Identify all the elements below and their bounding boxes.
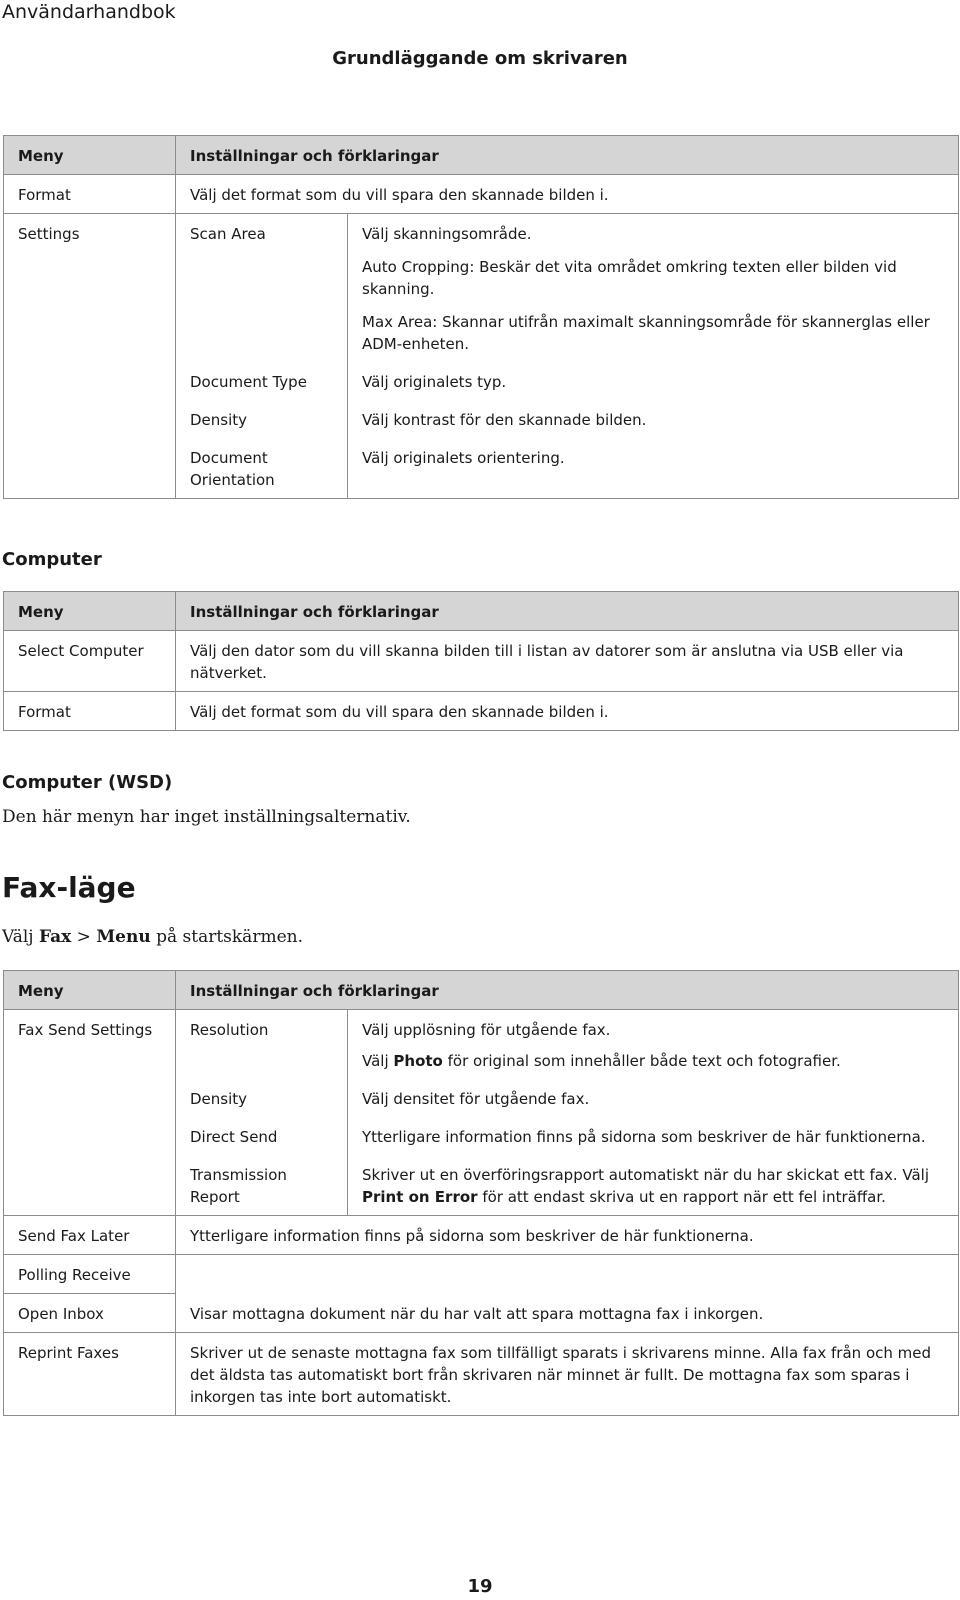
instruction-text: på startskärmen. xyxy=(150,927,303,947)
fax-menu-table xyxy=(3,970,959,1416)
section-title: Grundläggande om skrivaren xyxy=(332,48,628,69)
fax-mode-heading: Fax-läge xyxy=(2,871,136,904)
menu-cell: Settings xyxy=(4,214,176,499)
desc-text: för original som innehåller både text och fotografier. xyxy=(442,1052,841,1070)
menu-cell: Polling Receive xyxy=(4,1255,176,1294)
header-menu: Meny xyxy=(4,592,176,631)
table-row xyxy=(4,175,959,214)
fax-instruction xyxy=(2,926,303,948)
table-header-row xyxy=(4,592,959,631)
desc-line: Välj skanningsområde. xyxy=(362,225,532,243)
menu-cell: Format xyxy=(4,175,176,214)
menu-cell: Fax Send Settings xyxy=(4,1010,176,1216)
photo-option: Photo xyxy=(393,1052,443,1070)
page-number: 19 xyxy=(467,1576,493,1597)
desc-line: Auto Cropping: Beskär det vita området omkring texten eller bilden vid skanning. xyxy=(362,258,897,298)
instruction-separator: > xyxy=(71,927,97,947)
desc-cell xyxy=(348,1155,959,1216)
header-menu: Meny xyxy=(4,971,176,1010)
submenu-cell: Scan Area xyxy=(176,214,348,363)
desc-text: för att endast skriva ut en rapport när ett fel inträffar. xyxy=(477,1188,886,1206)
desc-cell xyxy=(348,214,959,363)
computer-wsd-text: Den här menyn har inget inställningsalternativ. xyxy=(2,807,411,827)
desc-cell: Välj upplösning för utgående fax. xyxy=(348,1010,959,1049)
table-row xyxy=(4,1294,959,1333)
desc-cell xyxy=(176,1255,959,1294)
table-row xyxy=(4,1216,959,1255)
desc-cell: Välj originalets orientering. xyxy=(348,438,959,499)
desc-cell: Välj det format som du vill spara den skannade bilden i. xyxy=(176,175,959,214)
desc-line: Max Area: Skannar utifrån maximalt skanningsområde för skannerglas eller ADM-enheten. xyxy=(362,313,930,353)
submenu-cell: Direct Send xyxy=(176,1117,348,1155)
submenu-cell: Document Orientation xyxy=(176,438,348,499)
submenu-cell: Document Type xyxy=(176,362,348,400)
submenu-cell: Transmission Report xyxy=(176,1155,348,1216)
desc-cell: Skriver ut de senaste mottagna fax som tillfälligt sparats i skrivarens minne. Alla fax från och med det äldsta tas automatiskt bort från skrivaren när minnet är fullt. De mottagna fax som sparas i inkorgen tas inte bort automatiskt. xyxy=(176,1333,959,1416)
submenu-cell-empty xyxy=(176,1048,348,1079)
computer-table xyxy=(3,591,959,731)
running-header: Användarhandbok xyxy=(2,1,176,23)
table-row xyxy=(4,1255,959,1294)
menu-cell: Send Fax Later xyxy=(4,1216,176,1255)
header-settings: Inställningar och förklaringar xyxy=(176,971,959,1010)
desc-text: Välj xyxy=(362,1052,394,1070)
desc-cell: Visar mottagna dokument när du har valt att spara mottagna fax i inkorgen. xyxy=(176,1294,959,1333)
header-menu: Meny xyxy=(4,136,176,175)
computer-wsd-heading: Computer (WSD) xyxy=(2,772,173,793)
menu-cell: Format xyxy=(4,692,176,731)
desc-cell: Välj det format som du vill spara den skannade bilden i. xyxy=(176,692,959,731)
table-row xyxy=(4,631,959,692)
header-settings: Inställningar och förklaringar xyxy=(176,592,959,631)
print-on-error-option: Print on Error xyxy=(362,1188,478,1206)
table-row xyxy=(4,214,959,363)
computer-heading: Computer xyxy=(2,549,102,570)
scan-settings-table xyxy=(3,135,959,499)
desc-cell: Välj originalets typ. xyxy=(348,362,959,400)
submenu-cell: Resolution xyxy=(176,1010,348,1049)
menu-cell: Select Computer xyxy=(4,631,176,692)
instruction-text: Välj xyxy=(2,927,39,947)
desc-cell: Välj den dator som du vill skanna bilden till i listan av datorer som är anslutna via USB eller via nätverket. xyxy=(176,631,959,692)
table-row xyxy=(4,1010,959,1049)
desc-text: Skriver ut en överföringsrapport automatiskt när du har skickat ett fax. Välj xyxy=(362,1166,929,1184)
desc-cell: Ytterligare information finns på sidorna som beskriver de här funktionerna. xyxy=(176,1216,959,1255)
instruction-fax: Fax xyxy=(38,927,72,947)
menu-cell: Reprint Faxes xyxy=(4,1333,176,1416)
desc-cell: Välj kontrast för den skannade bilden. xyxy=(348,400,959,438)
instruction-menu: Menu xyxy=(96,927,151,947)
menu-cell: Open Inbox xyxy=(4,1294,176,1333)
table-row xyxy=(4,692,959,731)
table-header-row xyxy=(4,136,959,175)
header-settings: Inställningar och förklaringar xyxy=(176,136,959,175)
desc-cell: Välj densitet för utgående fax. xyxy=(348,1079,959,1117)
table-row xyxy=(4,1333,959,1416)
submenu-cell: Density xyxy=(176,1079,348,1117)
submenu-cell: Density xyxy=(176,400,348,438)
desc-cell xyxy=(348,1048,959,1079)
table-header-row xyxy=(4,971,959,1010)
desc-cell: Ytterligare information finns på sidorna som beskriver de här funktionerna. xyxy=(348,1117,959,1155)
